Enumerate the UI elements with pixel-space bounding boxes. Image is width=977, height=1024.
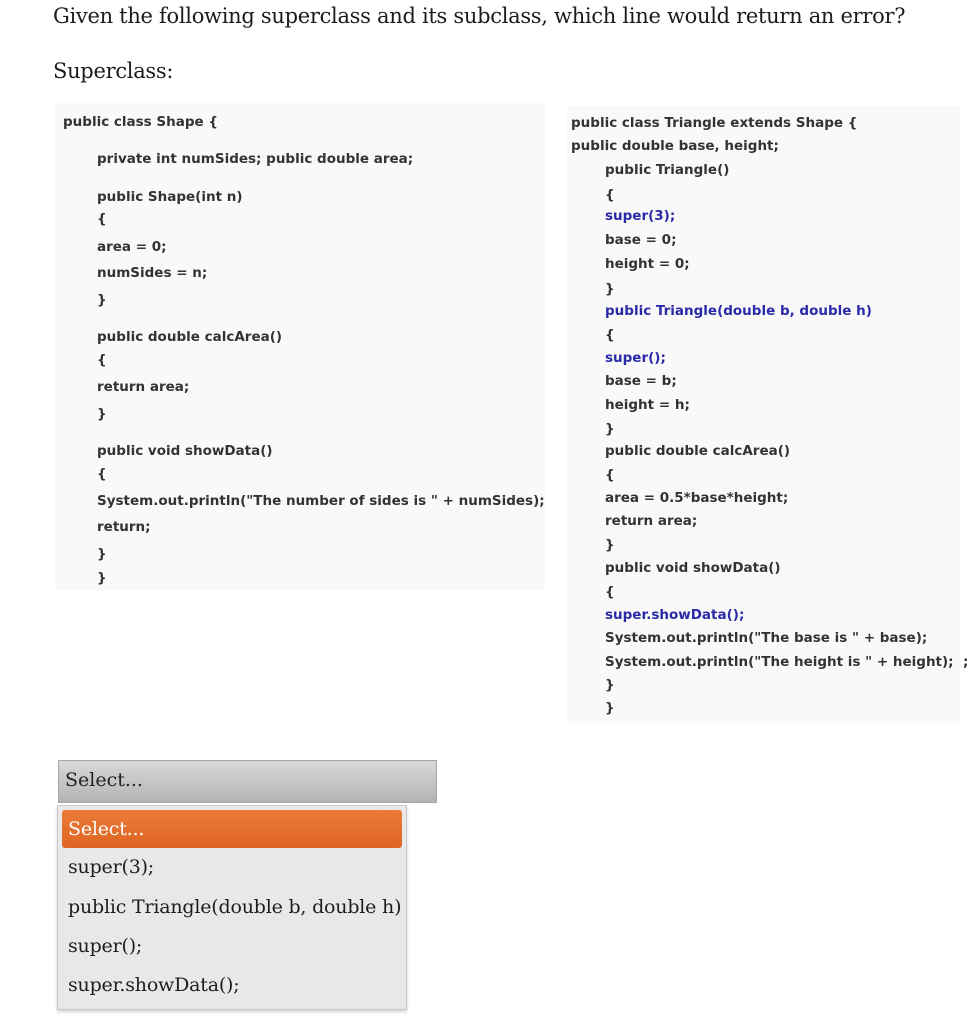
code-line: public Triangle(double b, double h)	[605, 303, 872, 319]
superclass-label: Superclass:	[53, 59, 174, 83]
code-line: }	[97, 546, 107, 562]
code-line: base = b;	[605, 373, 677, 389]
code-line: numSides = n;	[97, 265, 208, 281]
code-line: public double calcArea()	[97, 329, 283, 345]
code-line: public void showData()	[97, 443, 273, 459]
code-line: public Triangle()	[605, 162, 730, 178]
code-line: public double base, height;	[571, 138, 779, 154]
code-line: }	[605, 537, 615, 553]
superclass-code-image	[55, 103, 545, 590]
code-line: super.showData();	[605, 607, 745, 623]
code-line: return area;	[97, 379, 190, 395]
answer-select-value: Select...	[65, 769, 143, 791]
option-super-empty[interactable]: super();	[68, 935, 143, 957]
code-line: {	[97, 211, 107, 227]
code-line: {	[605, 467, 615, 483]
question-text: Given the following superclass and its subclass, which line would return an error?	[53, 4, 906, 28]
answer-select[interactable]	[58, 760, 437, 803]
code-line: }	[605, 281, 615, 297]
code-line: private int numSides; public double area;	[97, 151, 414, 167]
option-select-placeholder[interactable]: Select...	[62, 810, 402, 848]
subclass-code-image	[567, 106, 969, 723]
code-line: public class Triangle extends Shape {	[571, 115, 858, 131]
answer-select-menu	[57, 805, 407, 1010]
code-line: }	[97, 292, 107, 308]
code-line: {	[97, 352, 107, 368]
code-line: super();	[605, 350, 666, 366]
code-line: return area;	[605, 513, 698, 529]
code-line: }	[605, 421, 615, 437]
code-line: area = 0.5*base*height;	[605, 490, 789, 506]
code-line: height = 0;	[605, 256, 690, 272]
option-super-3[interactable]: super(3);	[68, 856, 154, 878]
code-line: {	[605, 327, 615, 343]
option-triangle-constructor[interactable]: public Triangle(double b, double h)	[68, 896, 402, 918]
code-line: public void showData()	[605, 560, 781, 576]
code-line: }	[97, 406, 107, 422]
code-line: }	[605, 677, 615, 693]
code-line: public class Shape {	[63, 114, 218, 130]
code-line: }	[605, 700, 615, 716]
code-line: public double calcArea()	[605, 443, 791, 459]
code-line: {	[605, 187, 615, 203]
code-line: System.out.println("The base is " + base);	[605, 630, 928, 646]
code-line: height = h;	[605, 397, 690, 413]
code-line: System.out.println("The number of sides is " + numSides);	[97, 493, 545, 509]
code-line: }	[97, 570, 107, 586]
code-line: {	[605, 584, 615, 600]
code-line: super(3);	[605, 208, 676, 224]
code-line: System.out.println("The height is " + height); ;	[605, 654, 969, 670]
option-super-showdata[interactable]: super.showData();	[68, 974, 240, 996]
code-line: public Shape(int n)	[97, 189, 243, 205]
code-line: area = 0;	[97, 239, 167, 255]
code-line: {	[97, 466, 107, 482]
code-line: return;	[97, 519, 151, 535]
code-line: base = 0;	[605, 232, 677, 248]
